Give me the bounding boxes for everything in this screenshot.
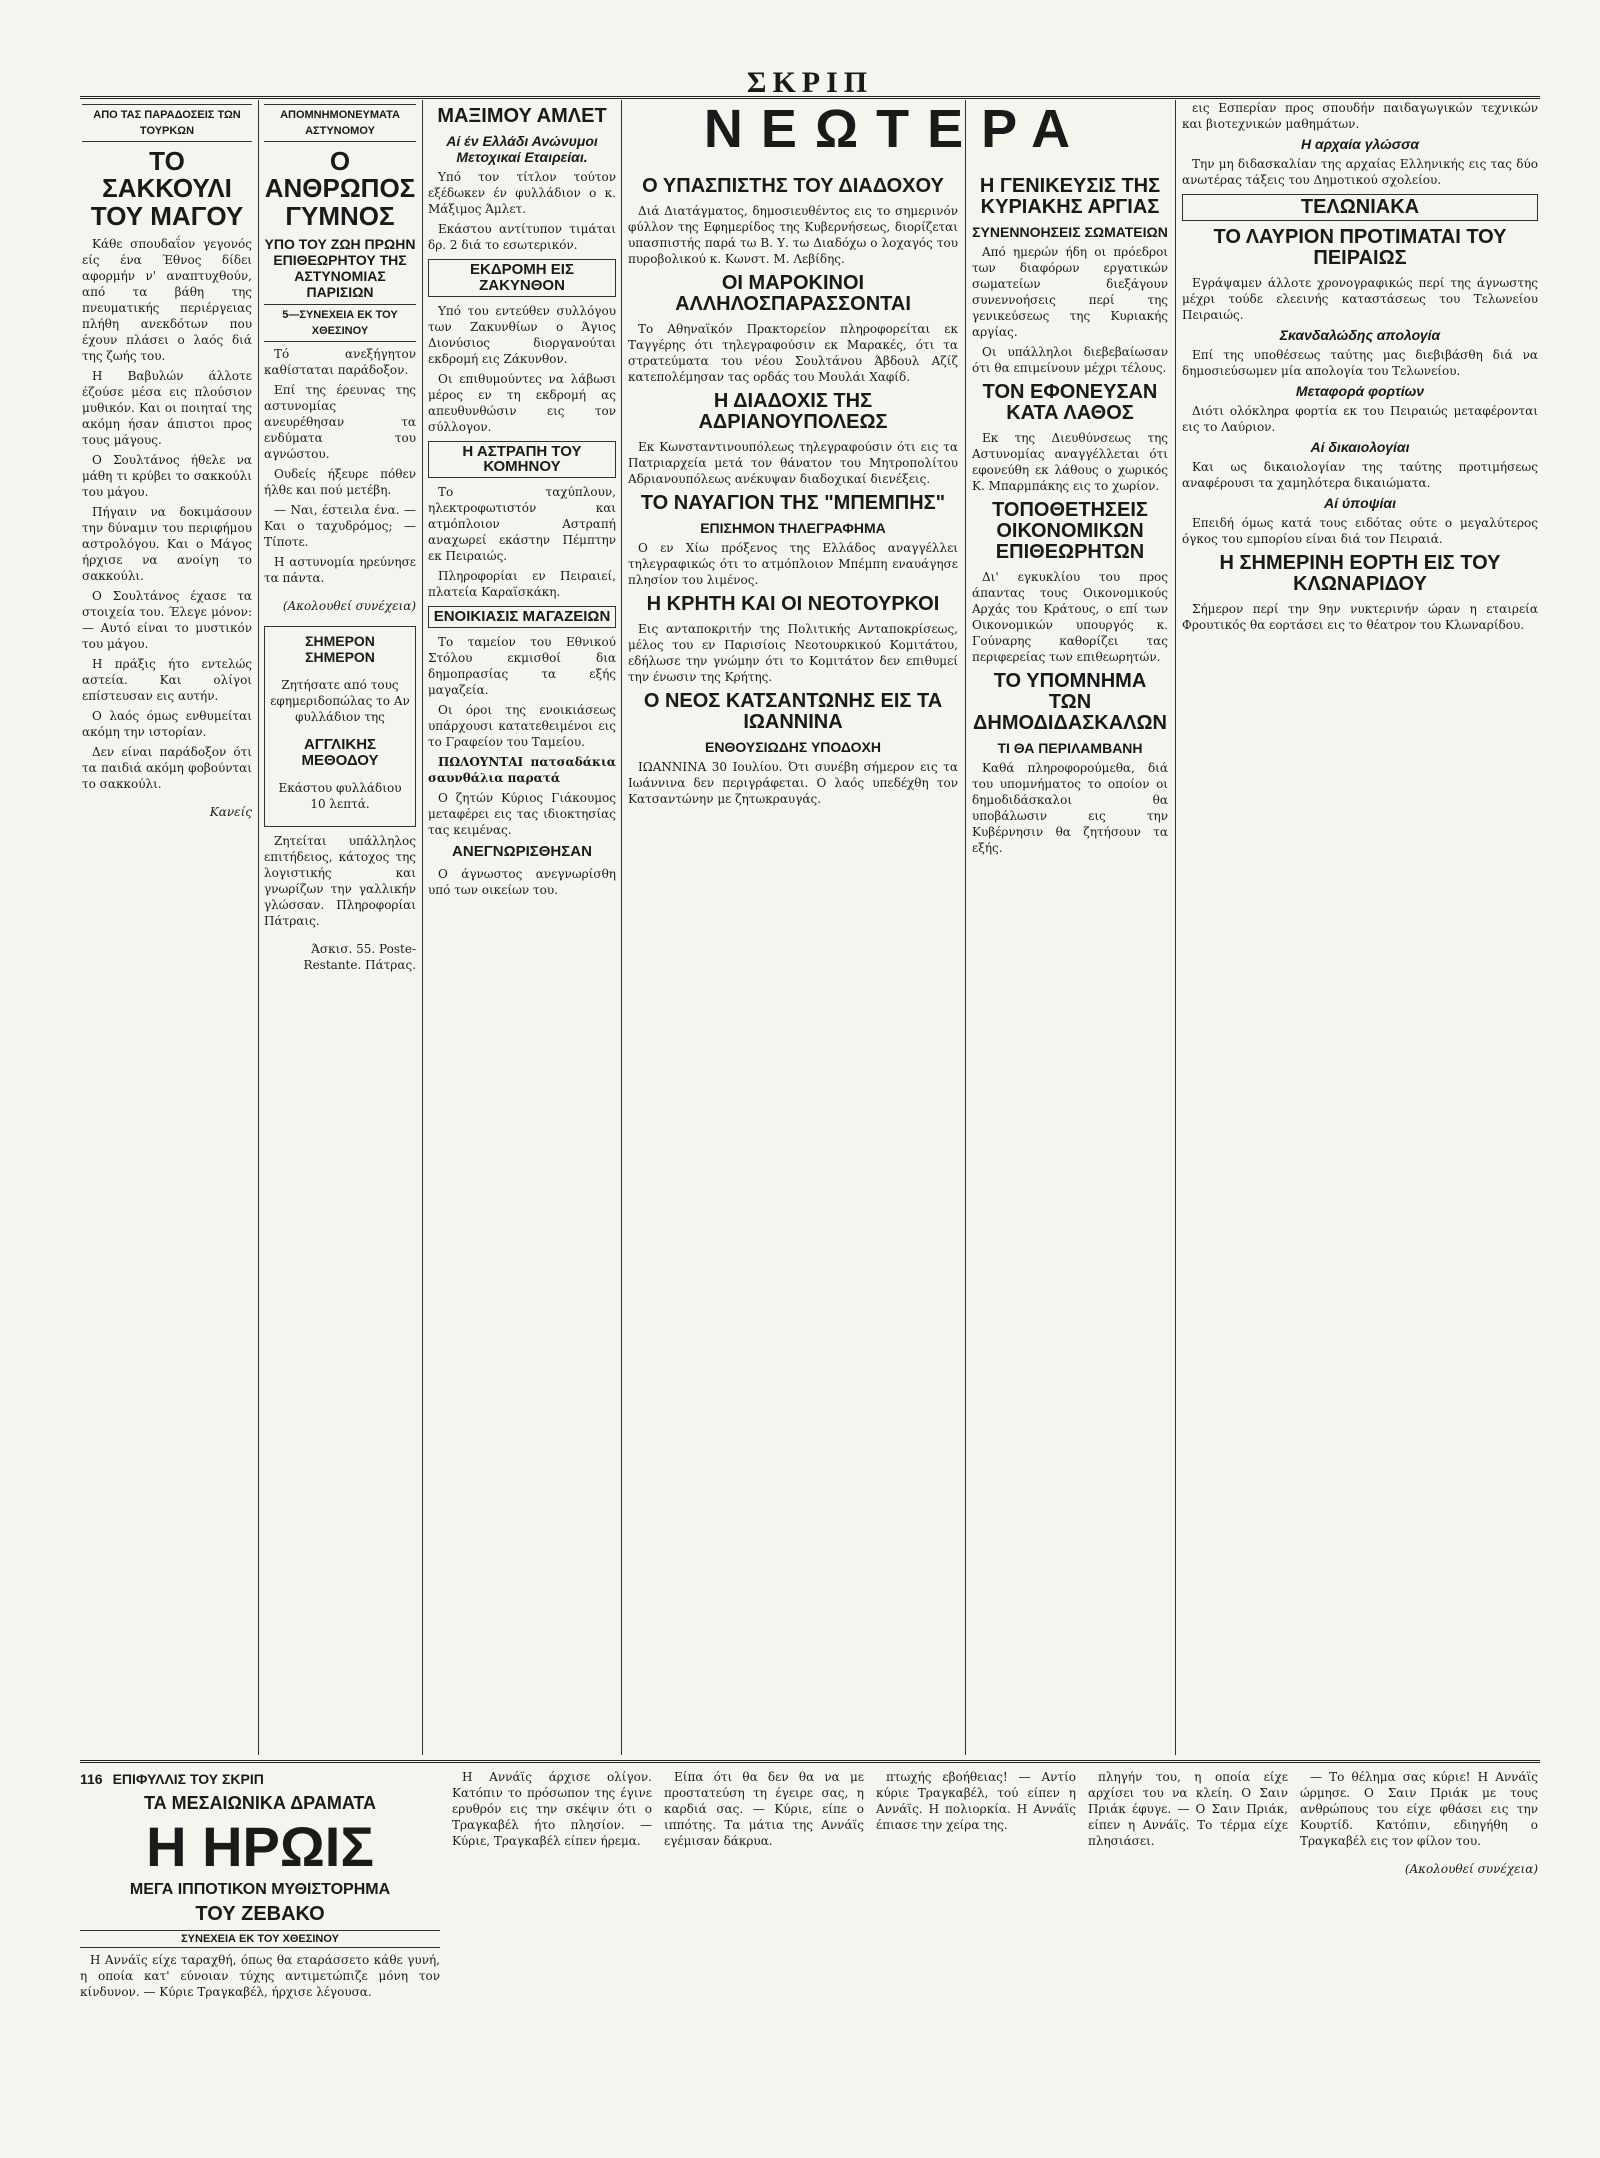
paragraph: Οι επιθυμούντες να λάβωσι μέρος εν τη εκδρομή ας απευθυνθώσιν εις τον σύλλογον. xyxy=(428,371,616,434)
headline: ΤΟ ΣΑΚΚΟΥΛΙ ΤΟΥ ΜΑΓΟΥ xyxy=(90,146,244,231)
advert-big: ΑΓΓΛΙΚΗΣ ΜΕΘΟΔΟΥ xyxy=(301,735,379,769)
paragraph: Εκ Κωνσταντινουπόλεως τηλεγραφούσιν ότι εις τα Πατριαρχεία μετά τον θάνατον του Μητροπολίτου Αδριανουπόλεως ανέκυψαν διαδοχικαί διενέξεις. xyxy=(628,440,958,486)
paragraph: Διότι ολόκληρα φορτία εκ του Πειραιώς μεταφέρονται εις το Λαύριον. xyxy=(1182,404,1538,434)
column-1 xyxy=(82,100,252,1755)
headline: Η ΓΕΝΙΚΕΥΣΙΣ ΤΗΣ ΚΥΡΙΑΚΗΣ ΑΡΓΙΑΣ xyxy=(979,175,1161,218)
paragraph: Το ταμείον του Εθνικού Στόλου εκμισθοί δια δημοπρασίας τα εξής μαγαζεία. xyxy=(428,634,616,697)
newspaper-title: ΣΚΡΙΠ xyxy=(746,66,874,99)
headline: ΕΝΟΙΚΙΑΣΙΣ ΜΑΓΑΖΕΙΩΝ xyxy=(428,606,616,628)
paragraph: Η Βαβυλών άλλοτε έζούσε μέσα εις πλούσιον μυθικόν. Και οι ποιηταί της ακόμη ήσαν άπιστοι προς τους μάγους. xyxy=(82,368,252,447)
feuilleton-header xyxy=(80,1771,440,2004)
column-4 xyxy=(628,170,958,1755)
column-rule xyxy=(258,100,259,1755)
headline: Ο ΑΝΘΡΩΠΟΣ ΓΥΜΝΟΣ xyxy=(264,146,416,231)
paragraph: Πληροφορίαι εν Πειραιεί, πλατεία Καραϊσκάκη. xyxy=(428,569,616,599)
feuilleton-column xyxy=(876,1769,1076,2131)
classified-ad: Ζητείται υπάλληλος επιτήδειος, κάτοχος της λογιστικής και γνωρίζων την γαλλικήν γλώσσαν. Πληροφορίαι Πάτραις. xyxy=(264,834,416,929)
novel-text: πτωχής εβοήθειας! — Αντίο κύριε Τραγκαβέλ, τού είπεν η Αννάϊς. Η πολιορκία. Η Αννάϊς έπιασε την χείρα της. xyxy=(876,1770,1076,1832)
headline: ΕΚΔΡΟΜΗ ΕΙΣ ΖΑΚΥΝΘΟΝ xyxy=(428,259,616,297)
paragraph: Διά Διατάγματος, δημοσιευθέντος εις το σημερινόν φύλλον της Εφημερίδος της Κυβερνήσεως, διορίζεται υπασπιστής παρά τω Β. Υ. τω Διαδόχω ο λοχαγός του πυροβολικού κ. Κωνστ. Μ. Λεβίδης. xyxy=(628,204,958,266)
paragraph: Οι υπάλληλοι διεβεβαίωσαν ότι θα επιμείνουν μέχρι τέλους. xyxy=(972,345,1168,375)
continued-label: 5—ΣΥΝΕΧΕΙΑ ΕΚ ΤΟΥ ΧΘΕΣΙΝΟΥ xyxy=(264,304,416,342)
paragraph: Η αστυνομία ηρεύνησε τα πάντα. xyxy=(264,554,416,585)
novel-text: — Το θέλημα σας κύριε! Η Αννάϊς ώρμησε. Ο Σαιν Πριάκ με τους ανθρώπους του είχε φθάσει εις την Κουρτίδ. Κατόπιν, εδιηγήθη ο Τραγκαβέλ εις τον φίλον του. xyxy=(1300,1770,1538,1848)
novel-text: πληγήν του, η οποία είχε αρχίσει του να κλείη. Ο Σαιν Πριάκ έφυγε. — Ο Σαιν Πριάκ, είπεν η Αννάϊς. Το τέρμα είχε πλησιάσει. xyxy=(1088,1770,1288,1848)
paragraph: Ο εν Χίω πρόξενος της Ελλάδος αναγγέλλει τηλεγραφικώς ότι το ατμόπλοιον Μπέμπη εναυάγησε πλησίον του λιμένος. xyxy=(628,541,958,587)
continues-label: (Ακολουθεί συνέχεια) xyxy=(282,598,416,613)
novel-author: ΤΟΥ ΖΕΒΑΚΟ xyxy=(195,1902,325,1925)
paragraph: Την μη διδασκαλίαν της αρχαίας Ελληνικής εις τας δύο ανωτέρας τάξεις του Δημοτικού σχολείου. xyxy=(1182,157,1538,187)
column-rule xyxy=(621,100,622,1755)
advert-tail: Εκάστου φυλλάδιου 10 λεπτά. xyxy=(278,781,402,812)
subhead: Αί δικαιολογίαι xyxy=(1310,439,1410,455)
byline: ΥΠΟ ΤΟΥ ΖΩΗ ΠΡΩΗΝ ΕΠΙΘΕΩΡΗΤΟΥ ΤΗΣ ΑΣΤΥΝΟΜΙΑΣ ΠΑΡΙΣΙΩΝ xyxy=(264,235,416,300)
headline: ΤΟ ΛΑΥΡΙΟΝ ΠΡΟΤΙΜΑΤΑΙ ΤΟΥ ΠΕΙΡΑΙΩΣ xyxy=(1213,226,1507,269)
feuilleton xyxy=(80,1760,1540,2141)
headline: Η ΚΡΗΤΗ ΚΑΙ ΟΙ ΝΕΟΤΟΥΡΚΟΙ xyxy=(646,593,940,615)
paragraph: Εκάστου αντίτυπον τιμάται δρ. 2 διά το εσωτερικόν. xyxy=(428,222,616,252)
classified-ad: ΠΩΛΟΥΝΤΑΙ πατσαδάκια σαυνθάλια παρατά xyxy=(428,754,616,785)
paragraph: Ο λαός όμως ενθυμείται ακόμη την ιστορίαν. xyxy=(82,708,252,739)
kicker: ΑΠΟ ΤΑΣ ΠΑΡΑΔΟΣΕΙΣ ΤΩΝ ΤΟΥΡΚΩΝ xyxy=(82,104,252,142)
subhead: Αί έν Ελλάδι Ανώνυμοι Μετοχικαί Εταιρείαι. xyxy=(446,133,598,165)
paragraph: Επειδή όμως κατά τους ειδότας ούτε ο μεγαλύτερος όγκος του εμπορίου είναι διά τον Πειραιά. xyxy=(1182,516,1538,546)
paragraph: Δι' εγκυκλίου του προς άπαντας τους Οικονομικούς Αρχάς του Κράτους, ο επί των Οικονομικών υπουργός κ. Γούναρης καθορίζει τας περιφερείας των επιθεωρητών. xyxy=(972,570,1168,664)
paragraph: Κάθε σπουδαΐον γεγονός είς ένα Έθνος δίδει αφορμήν ν' αναπτυχθούν, από τα βάθη της πνευματικής περιέργειας πλήθη ανεκδότων που έχουν πλάσει ο λαός διά της ζωής του. xyxy=(82,236,252,363)
headline: ΜΑΞΙΜΟΥ ΑΜΛΕΤ xyxy=(437,105,607,127)
subhead: ΕΝΘΟΥΣΙΩΔΗΣ ΥΠΟΔΟΧΗ xyxy=(705,739,881,755)
signature: Κανείς xyxy=(209,804,252,819)
paragraph: Εγράψαμεν άλλοτε χρονογραφικώς περί της άγνωστης μέχρι τούδε ελεεινής καταστάσεως του Τελωνείου Πειραιώς. xyxy=(1182,276,1538,322)
continued-label: ΣΥΝΕΧΕΙΑ ΕΚ ΤΟΥ ΧΘΕΣΙΝΟΥ xyxy=(80,1930,440,1948)
headline: ΤΕΛΩΝΙΑΚΑ xyxy=(1182,194,1538,221)
advert-title: ΣΗΜΕΡΟΝ ΣΗΜΕΡΟΝ xyxy=(305,632,375,665)
paragraph: Σήμερον περί την 9ην νυκτερινήν ώραν η εταιρεία Φρουτικός θα εορτάσει εις το θέατρον του Κλωναρίδου. xyxy=(1182,602,1538,632)
subhead: Σκανδαλώδης απολογία xyxy=(1279,327,1441,343)
subhead: ΤΙ ΘΑ ΠΕΡΙΛΑΜΒΑΝΗ xyxy=(997,740,1143,756)
feuilleton-column xyxy=(1300,1769,1538,2131)
classified-address: Άσκισ. 55. Poste-Restante. Πάτρας. xyxy=(303,942,416,973)
paragraph: Υπό του εντεύθεν συλλόγου των Ζακυνθίων ο Άγιος Διονύσιος διοργανούται εκδρομή εις Ζάκυνθον. xyxy=(428,303,616,366)
paragraph: Ο άγνωστος ανεγνωρίσθη υπό των οικείων του. xyxy=(428,866,616,897)
paragraph: Εις ανταποκριτήν της Πολιτικής Ανταποκρίσεως, μέλος του εν Παρισίοις Νεοτουρκικού Κομιτάτου, εδήλωσε την γνώμην ότι το Κομιτάτον δεν επιθυμεί την ένωσιν της Κρήτης. xyxy=(628,622,958,684)
masthead xyxy=(80,68,1540,99)
news-banner: ΝΕΩΤΕΡΑ xyxy=(703,99,1089,159)
headline: Η ΑΣΤΡΑΠΗ ΤΟΥ ΚΟΜΗΝΟΥ xyxy=(428,441,616,479)
paragraph: Τό ανεξήγητον καθίσταται παράδοξον. xyxy=(264,346,416,377)
paragraph: — Ναι, έστειλα ένα. — Και ο ταχυδρόμος; — Τίποτε. xyxy=(264,502,416,549)
paragraph: Ουδείς ήξευρε πόθεν ήλθε και πού μετέβη. xyxy=(264,466,416,497)
column-rule xyxy=(1175,100,1176,1755)
column-2 xyxy=(264,100,416,1755)
headline: ΤΟ ΝΑΥΑΓΙΟΝ ΤΗΣ "ΜΠΕΜΠΗΣ" xyxy=(640,492,946,514)
headline: ΟΙ ΜΑΡΟΚΙΝΟΙ ΑΛΛΗΛΟΣΠΑΡΑΣΣΟΝΤΑΙ xyxy=(675,272,911,315)
feuilleton-column xyxy=(1088,1769,1288,2131)
feuilleton-column xyxy=(452,1769,652,2131)
paragraph: Οι όροι της ενοικιάσεως υπάρχουσι κατατεθειμένοι εις το Γραφείον του Ταμείου. xyxy=(428,702,616,749)
novel-title: Η ΗΡΩΙΣ xyxy=(146,1815,374,1878)
novel-text: Είπα ότι θα δεν θα να με προστατεύση τη έγειρε σας, η καρδιά σας. — Κύριε, είπε ο ιππότης. Τα μάτια της Αννάϊς εγέμισαν δάκρυα. xyxy=(664,1770,864,1848)
paragraph: Η πράξις ήτο εντελώς αστεία. Και ολίγοι επίστευσαν εις αυτήν. xyxy=(82,656,252,703)
subhead: ΣΥΝΕΝΝΟΗΣΕΙΣ ΣΩΜΑΤΕΙΩΝ xyxy=(972,224,1168,240)
subhead: ΕΠΙΣΗΜΟΝ ΤΗΛΕΓΡΑΦΗΜΑ xyxy=(700,520,886,536)
subhead: Η αρχαία γλώσσα xyxy=(1300,136,1420,152)
advert-box xyxy=(264,626,416,828)
subhead: Μεταφορά φορτίων xyxy=(1295,383,1425,399)
paragraph: Εκ της Διευθύνσεως της Αστυνομίας αναγγέλλεται ότι εφονεύθη εκ λάθους ο χωρικός Κ. Μπαρμπάκης εις το χωρίον. xyxy=(972,431,1168,493)
column-rule xyxy=(965,100,966,1755)
paragraph: εις Εσπερίαν προς σπουδήν παιδαγωγικών τεχνικών και βιοτεχνικών μαθημάτων. xyxy=(1182,101,1538,131)
paragraph: Το ταχύπλουν, ηλεκτροφωτιστόν και ατμόπλοιον Αστραπή αναχωρεί εκάστην Πέμπτην εκ Πειραιώς. xyxy=(428,485,616,563)
series-title: ΤΑ ΜΕΣΑΙΩΝΙΚΑ ΔΡΑΜΑΤΑ xyxy=(144,1793,376,1813)
headline: ΤΟΝ ΕΦΟΝΕΥΣΑΝ ΚΑΤΑ ΛΑΘΟΣ xyxy=(982,381,1158,424)
headline: Η ΔΙΑΔΟΧΙΣ ΤΗΣ ΑΔΡΙΑΝΟΥΠΟΛΕΩΣ xyxy=(698,390,888,433)
headline: ΤΟΠΟΘΕΤΗΣΕΙΣ ΟΙΚΟΝΟΜΙΚΩΝ ΕΠΙΘΕΩΡΗΤΩΝ xyxy=(992,499,1148,563)
paragraph: Επί της έρευνας της αστυνομίας ανευρέθησαν τα ενδύματα του αγνώστου. xyxy=(264,382,416,461)
kicker: ΑΠΟΜΝΗΜΟΝΕΥΜΑΤΑ ΑΣΤΥΝΟΜΟΥ xyxy=(264,104,416,142)
headline: ΤΟ ΥΠΟΜΝΗΜΑ ΤΩΝ ΔΗΜΟΔΙΔΑΣΚΑΛΩΝ xyxy=(973,670,1167,734)
paragraph: Ο Σουλτάνος ήθελε να μάθη τι κρύβει το σακκούλι του μάγου. xyxy=(82,452,252,499)
feuilleton-number: 116 xyxy=(80,1771,103,1787)
paragraph: Το Αθηναϊκόν Πρακτορείον πληροφορείται εκ Ταγγέρης ότι τηλεγραφούσιν εκ Μαρακές, ότι τα στρατεύματα του νέου Σουλτάνου Άβδουλ Αζίζ κατεπολέμησαν τας ορδάς του Μουλάι Χαφίδ. xyxy=(628,322,958,384)
paragraph: Πήγαιν να δοκιμάσουν την δύναμιν του περιφήμου αστρολόγου. Και ο Μάγος ήρχισε να ανοίγη το σακκούλι. xyxy=(82,504,252,583)
paragraph: ΙΩΑΝΝΙΝΑ 30 Ιουλίου. Ότι συνέβη σήμερον εις τα Ιωάννινα δεν περιγράφεται. Ο λαός υπεδέχθη τον Κατσαντώνην με ζητωκραυγάς. xyxy=(628,760,958,806)
feuilleton-column xyxy=(664,1769,864,2131)
advert-text: Ζητήσατε από τους εφημεριδοπώλας το Αν φυλλάδιον της xyxy=(270,677,410,724)
paragraph: Επί της υποθέσεως ταύτης μας διεβιβάσθη διά να δημοσιεύσωμεν μία απολογία του Τελωνείου. xyxy=(1182,348,1538,378)
continues-label: (Ακολουθεί συνέχεια) xyxy=(1404,1862,1538,1876)
paragraph: Και ως δικαιολογίαν της ταύτης προτιμήσεως αναφέρουσι τα χαμηλότερα δικαιώματα. xyxy=(1182,460,1538,490)
feuilleton-label: ΕΠΙΦΥΛΛΙΣ ΤΟΥ ΣΚΡΙΠ xyxy=(112,1771,264,1787)
paragraph: Ο Σουλτάνος έχασε τα στοιχεία του. Έλεγε μόνον: — Αυτό είναι το μυστικόν του μάγου. xyxy=(82,588,252,651)
headline: Ο ΝΕΟΣ ΚΑΤΣΑΝΤΩΝΗΣ ΕΙΣ ΤΑ ΙΩΑΝΝΙΝΑ xyxy=(643,690,943,733)
headline: Ο ΥΠΑΣΠΙΣΤΗΣ ΤΟΥ ΔΙΑΔΟΧΟΥ xyxy=(642,175,944,197)
paragraph: Δεν είναι παράδοξον ότι τα παιδιά ακόμη φοβούνται το σακκούλι. xyxy=(82,744,252,791)
classified-ad: Ο ζητών Κύριος Γιάκουμος μεταφέρει εις τας ιδιοκτησίας τας κειμένας. xyxy=(428,790,616,837)
novel-text: Η Αννάϊς άρχισε ολίγον. Κατόπιν το πρόσωπον της έγινε ερυθρόν εις την σκέψιν ότι ο Τραγκαβέλ ήτο πλησίον. — Κύριε, Τραγκαβέλ είπεν ήρεμα. xyxy=(452,1770,652,1848)
novel-subtitle: ΜΕΓΑ ΙΠΠΟΤΙΚΟΝ ΜΥΘΙΣΤΟΡΗΜΑ xyxy=(129,1880,391,1898)
paragraph: Καθά πληροφορούμεθα, διά του υπομνήματος το οποίον οι δημοδιδάσκαλοι θα υποβάλωσιν εις την Κυβέρνησιν θα ζητήσουν τα εξής. xyxy=(972,761,1168,855)
headline: Η ΣΗΜΕΡΙΝΗ ΕΟΡΤΗ ΕΙΣ ΤΟΥ ΚΛΩΝΑΡΙΔΟΥ xyxy=(1219,552,1501,595)
headline: ΑΝΕΓΝΩΡΙΣΘΗΣΑΝ xyxy=(452,842,592,860)
column-6 xyxy=(1182,100,1538,1755)
column-3 xyxy=(428,100,616,1755)
novel-text: Η Αννάϊς είχε ταραχθή, όπως θα εταράσσετο κάθε γυνή, η οποία κατ' εύνοιαν τύχης αντιμετώπιζε μόνη τον κίνδυνον. — Κύριε Τραγκαβέλ, ήρχισε λέγουσα. xyxy=(80,1952,440,1999)
paragraph: Από ημερών ήδη οι πρόεδροι των διαφόρων εργατικών σωματείων διεξάγουν συνεννοήσεις περί της γενικεύσεως της Κυριακής αργίας. xyxy=(972,245,1168,339)
column-5 xyxy=(972,100,1168,1755)
column-rule xyxy=(422,100,423,1755)
paragraph: Υπό τον τίτλον τούτον εξέδωκεν έν φυλλάδιον ο κ. Μάξιμος Άμλετ. xyxy=(428,170,616,216)
subhead: Αί ύποψίαι xyxy=(1324,495,1396,511)
